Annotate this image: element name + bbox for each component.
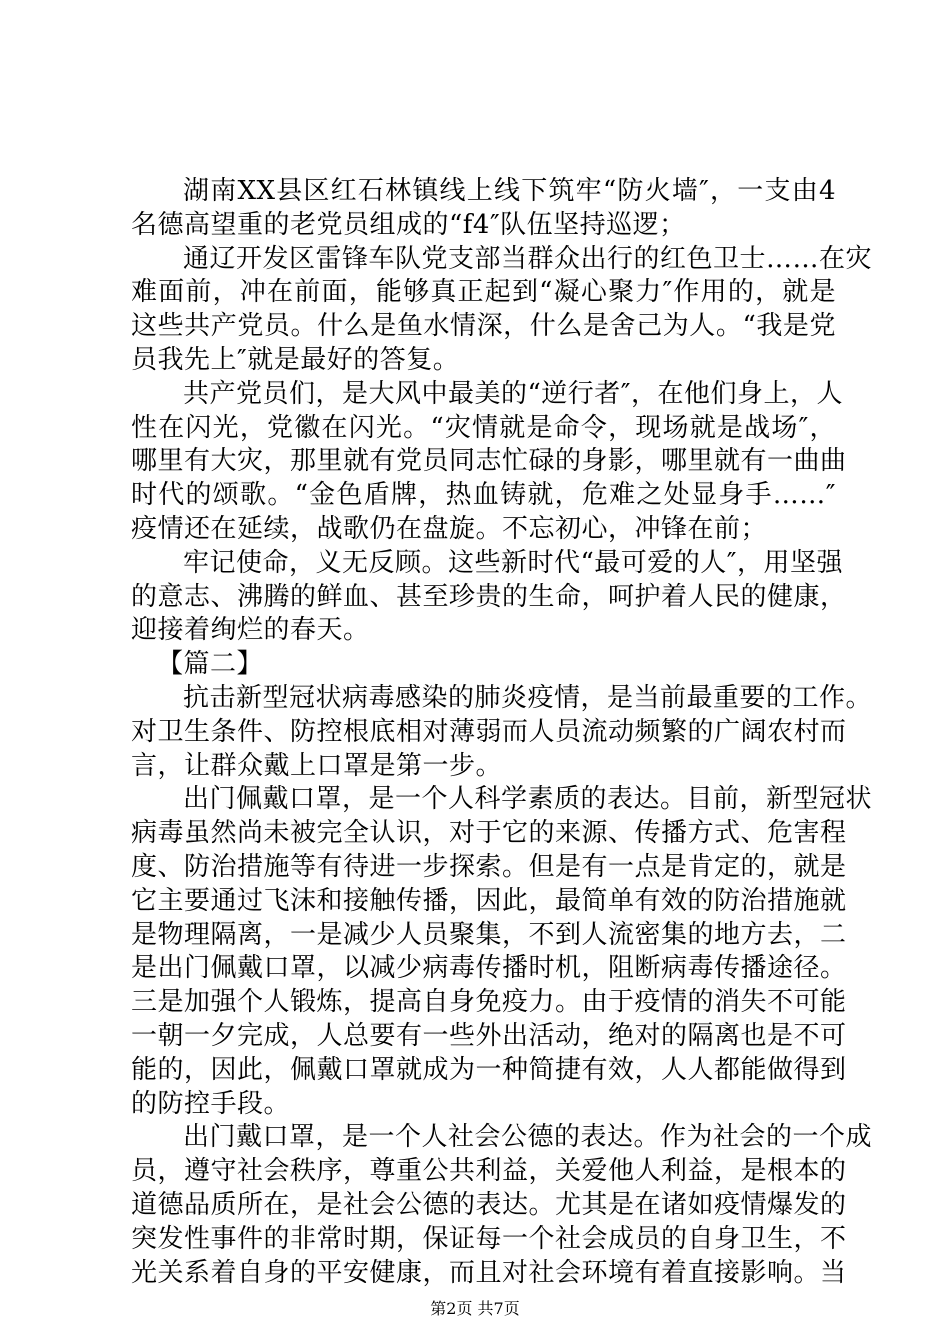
text-line: 是出门佩戴口罩，以减少病毒传播时机，阻断病毒传播途径。 (131, 953, 847, 984)
text-line: 对卫生条件、防控根底相对薄弱而人员流动频繁的广阔农村而 (131, 716, 847, 747)
paragraph (131, 783, 873, 1121)
text-line: 名德高望重的老党员组成的“f4″队伍坚持巡逻； (131, 209, 686, 240)
paragraph (131, 1121, 873, 1290)
text-line: 能的，因此，佩戴口罩就成为一种简捷有效，人人都能做得到 (131, 1054, 847, 1085)
text-line: 病毒虽然尚未被完全认识，对于它的来源、传播方式、危害程 (131, 818, 847, 849)
text-line: 度、防治措施等有待进一步探索。但是有一点是肯定的，就是 (131, 851, 847, 882)
page-number-label: 第2页 共7页 (430, 1299, 520, 1318)
section-heading-text: 【篇二】 (157, 649, 264, 680)
text-line: 迎接着绚烂的春天。 (131, 615, 370, 646)
text-line: 难面前，冲在前面，能够真正起到“凝心聚力″作用的，就是 (131, 277, 836, 308)
paragraph (131, 378, 847, 547)
text-line: 出门戴口罩，是一个人社会公德的表达。作为社会的一个成 (183, 1122, 873, 1153)
document-body (131, 175, 873, 1290)
text-line: 突发性事件的非常时期，保证每一个社会成员的自身卫生，不 (131, 1223, 847, 1254)
text-line: 哪里有大灾，那里就有党员同志忙碌的身影，哪里就有一曲曲 (131, 446, 847, 477)
text-line: 是物理隔离，一是减少人员聚集，不到人流密集的地方去，二 (131, 919, 847, 950)
text-line: 共产党员们，是大风中最美的“逆行者″，在他们身上，人 (183, 378, 844, 409)
paragraph (131, 175, 836, 243)
section-heading (131, 648, 836, 682)
text-line: 员，遵守社会秩序，尊重公共利益，关爱他人利益，是根本的 (131, 1156, 847, 1187)
text-line: 牢记使命，义无反顾。这些新时代“最可爱的人″，用坚强 (183, 547, 844, 578)
paragraph (131, 547, 847, 648)
text-line: 时代的颂歌。“金色盾牌，热血铸就，危难之处显身手……″ (131, 480, 836, 511)
text-line: 它主要通过飞沫和接触传播，因此，最简单有效的防治措施就 (131, 885, 847, 916)
text-line: 光关系着自身的平安健康，而且对社会环境有着直接影响。当 (131, 1257, 847, 1288)
text-line: 性在闪光，党徽在闪光。“灾情就是命令，现场就是战场″， (131, 412, 836, 443)
text-line: 一朝一夕完成，人总要有一些外出活动，绝对的隔离也是不可 (131, 1020, 847, 1051)
text-line: 通辽开发区雷锋车队党支部当群众出行的红色卫士……在灾 (183, 243, 873, 274)
paragraph (131, 682, 873, 783)
page-footer (0, 1299, 950, 1319)
text-line: 员我先上″就是最好的答复。 (131, 344, 460, 375)
text-line: 这些共产党员。什么是鱼水情深，什么是舍己为人。“我是党 (131, 311, 836, 342)
text-line: 三是加强个人锻炼，提高自身免疫力。由于疫情的消失不可能 (131, 987, 847, 1018)
text-line: 疫情还在延续，战歌仍在盘旋。不忘初心，冲锋在前； (131, 513, 768, 544)
text-line: 湖南XX县区红石林镇线上线下筑牢“防火墙″，一支由4 (183, 176, 836, 206)
paragraph (131, 243, 873, 378)
text-line: 出门佩戴口罩，是一个人科学素质的表达。目前，新型冠状 (183, 784, 873, 815)
text-line: 的防控手段。 (131, 1088, 291, 1119)
text-line: 言，让群众戴上口罩是第一步。 (131, 750, 503, 781)
text-line: 抗击新型冠状病毒感染的肺炎疫情，是当前最重要的工作。 (183, 682, 873, 713)
text-line: 的意志、沸腾的鲜血、甚至珍贵的生命，呵护着人民的健康， (131, 581, 847, 612)
text-line: 道德品质所在，是社会公德的表达。尤其是在诸如疫情爆发的 (131, 1189, 847, 1220)
